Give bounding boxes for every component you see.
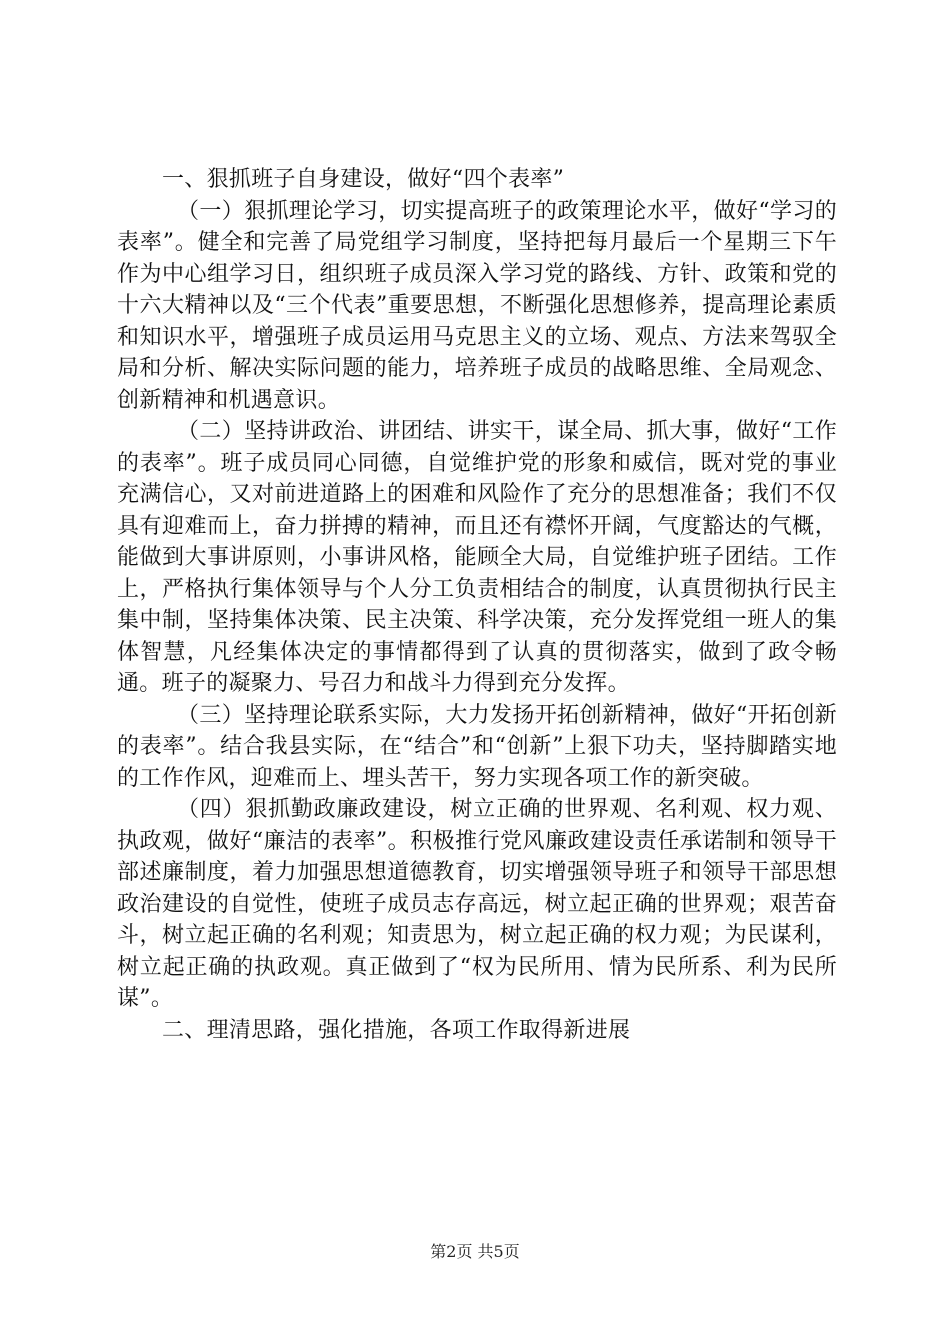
page-number-footer: 第2页 共5页 (430, 1242, 520, 1261)
section-heading-2: 二、理清思路，强化措施，各项工作取得新进展 (162, 1017, 631, 1043)
section-heading-1: 一、狠抓班子自身建设，做好“四个表率” (162, 167, 565, 192)
paragraph-2: （二）坚持讲政治、讲团结、讲实干，谋全局、抓大事，做好“工作的表率”。班子成员同心同德，自觉维护党的形象和威信，既对党的事业充满信心，又对前进道路上的困难和风险作了充分的思想准备；我们不仅具有迎难而上，奋力拼搏的精神，而且还有襟怀开阔，气度豁达的气概，能做到大事讲原则，小事讲风格，能顾全大局，自觉维护班子团结。工作上，严格执行集体领导与个人分工负责相结合的制度，认真贯彻执行民主集中制，坚持集体决策、民主决策、科学决策，充分发挥党组一班人的集体智慧，凡经集体决定的事情都得到了认真的贯彻落实，做到了政令畅通。班子的凝聚力、号召力和战斗力得到充分发挥。 (117, 419, 837, 696)
paragraph-4: （四）狠抓勤政廉政建设，树立正确的世界观、名利观、权力观、执政观，做好“廉洁的表率”。积极推行党风廉政建设责任承诺制和领导干部述廉制度，着力加强思想道德教育，切实增强领导班子和领导干部思想政治建设的自觉性，使班子成员志存高远，树立起正确的世界观；艰苦奋斗，树立起正确的名利观；知责思为，树立起正确的权力观；为民谋利，树立起正确的执政观。真正做到了“权为民所用、情为民所系、利为民所谋”。 (117, 797, 837, 1011)
paragraph-3: （三）坚持理论联系实际，大力发扬开拓创新精神，做好“开拓创新的表率”。结合我县实际，在“结合”和“创新”上狠下功夫，坚持脚踏实地的工作作风，迎难而上、埋头苦干，努力实现各项工作的新突破。 (117, 702, 837, 791)
document-body (117, 164, 837, 1046)
paragraph-1: （一）狠抓理论学习，切实提高班子的政策理论水平，做好“学习的表率”。健全和完善了局党组学习制度，坚持把每月最后一个星期三下午作为中心组学习日，组织班子成员深入学习党的路线、方针、政策和党的十六大精神以及“三个代表”重要思想，不断强化思想修养，提高理论素质和知识水平，增强班子成员运用马克思主义的立场、观点、方法来驾驭全局和分析、解决实际问题的能力，培养班子成员的战略思维、全局观念、创新精神和机遇意识。 (117, 198, 837, 413)
